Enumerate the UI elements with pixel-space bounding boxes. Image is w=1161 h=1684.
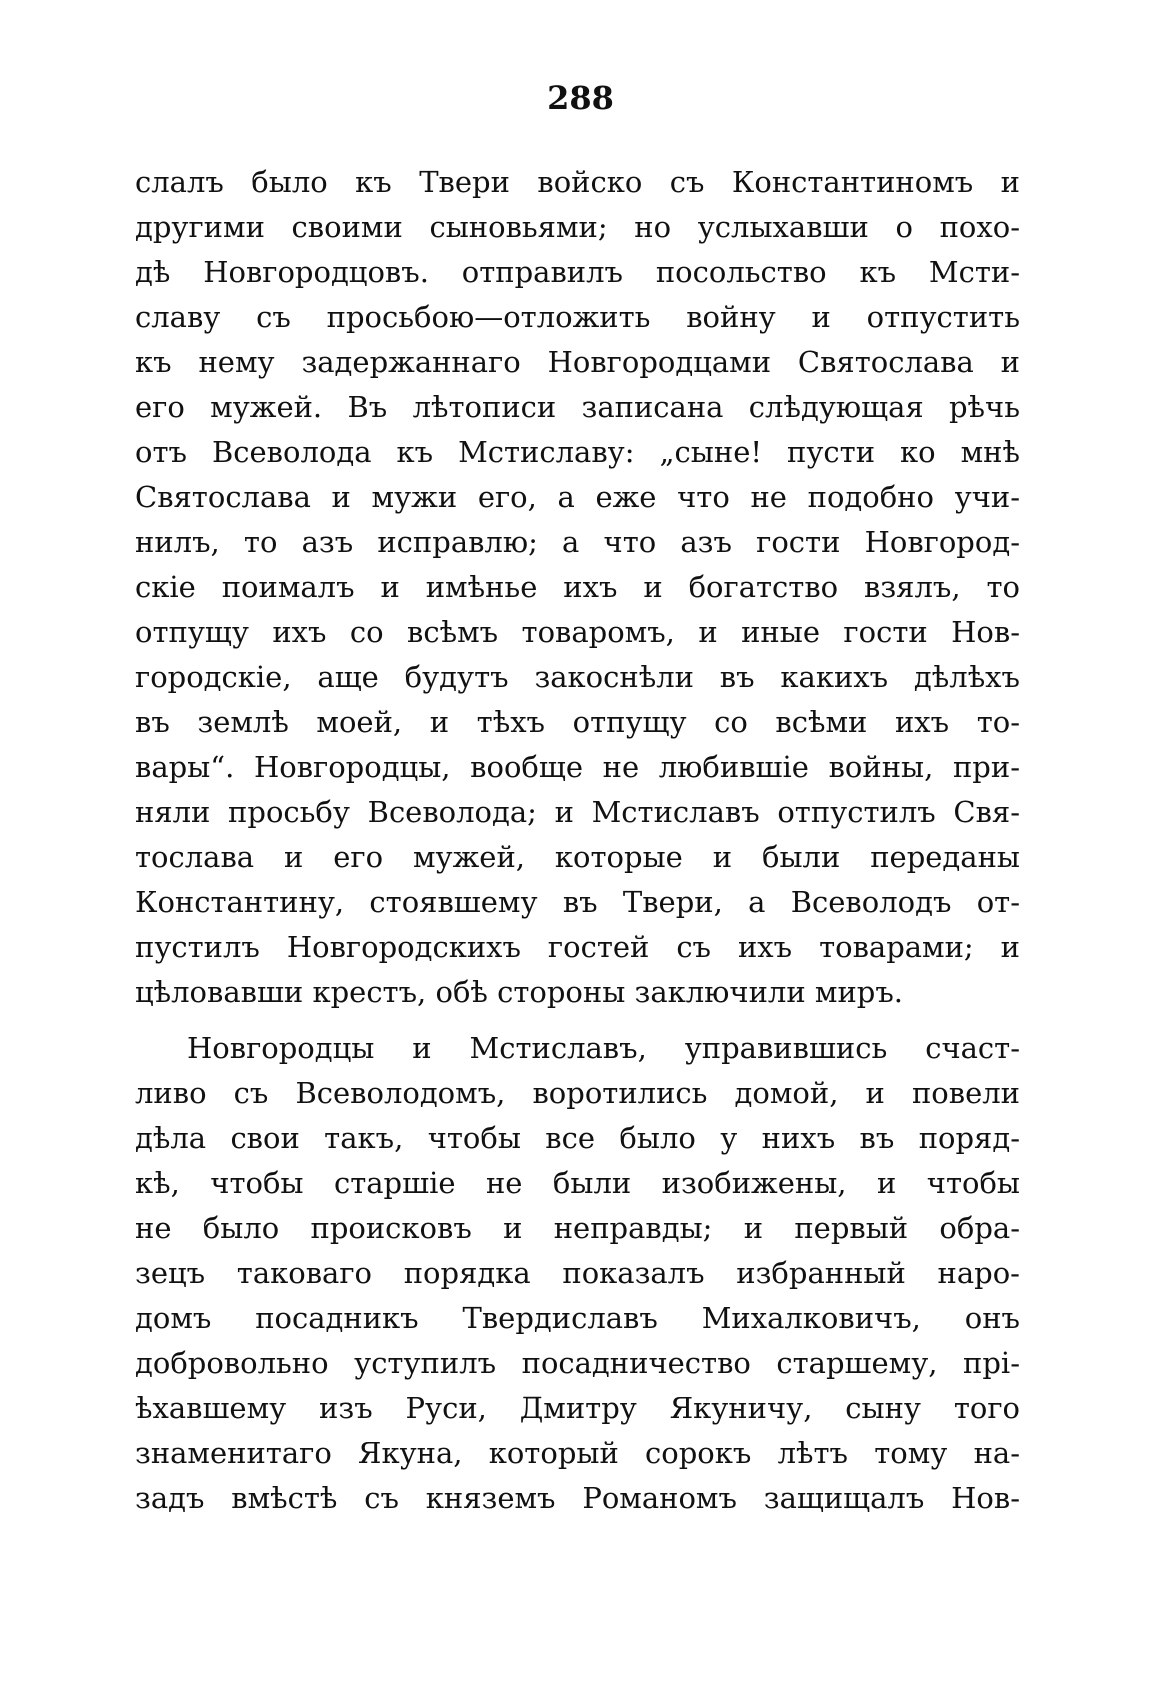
text-line: къ нему задержаннаго Новгородцами Святослава и xyxy=(135,345,1020,379)
text-body xyxy=(135,160,1020,1521)
text-line: ѣхавшему изъ Руси, Дмитру Якуничу, сыну того xyxy=(135,1391,1020,1425)
text-line: знаменитаго Якуна, который сорокъ лѣтъ тому на- xyxy=(135,1436,1020,1470)
text-line: отпущу ихъ со всѣмъ товаромъ, и иные гости Нов- xyxy=(135,615,1020,649)
text-line: нилъ, то азъ исправлю; а что азъ гости Новгород- xyxy=(135,525,1020,559)
text-line: няли просьбу Всеволода; и Мстиславъ отпустилъ Свя- xyxy=(135,795,1020,829)
text-line: домъ посадникъ Твердиславъ Михалковичъ, онъ xyxy=(135,1301,1020,1335)
text-line: пустилъ Новгородскихъ гостей съ ихъ товарами; и xyxy=(135,930,1020,964)
text-line: Новгородцы и Мстиславъ, управившись счаст- xyxy=(187,1031,1020,1065)
text-line: добровольно уступилъ посадничество старшему, прі- xyxy=(135,1346,1020,1380)
text-line: не было происковъ и неправды; и первый обра- xyxy=(135,1211,1020,1245)
text-line: тослава и его мужей, которые и были переданы xyxy=(135,840,1020,874)
text-line: ливо съ Всеволодомъ, воротились домой, и повели xyxy=(135,1076,1020,1110)
text-line: Святослава и мужи его, а еже что не подобно учи- xyxy=(135,480,1020,514)
text-line: городскіе, аще будутъ закоснѣли въ какихъ дѣлѣхъ xyxy=(135,660,1020,694)
text-line: кѣ, чтобы старшіе не были изобижены, и чтобы xyxy=(135,1166,1020,1200)
paragraph-gap xyxy=(135,1015,1020,1026)
text-line: отъ Всеволода къ Мстиславу: „сыне! пусти ко мнѣ xyxy=(135,435,1020,469)
text-line: дѣ Новгородцовъ. отправилъ посольство къ Мсти- xyxy=(135,255,1020,289)
text-line: славу съ просьбою—отложить войну и отпустить xyxy=(135,300,1020,334)
text-line: другими своими сыновьями; но услыхавши о похо- xyxy=(135,210,1020,244)
paragraph-2 xyxy=(135,1026,1020,1521)
text-line: цѣловавши крестъ, обѣ стороны заключили миръ. xyxy=(135,975,904,1009)
text-line: дѣла свои такъ, чтобы все было у нихъ въ поряд- xyxy=(135,1121,1020,1155)
text-line: его мужей. Въ лѣтописи записана слѣдующая рѣчь xyxy=(135,390,1020,424)
text-line: слалъ было къ Твери войско съ Константиномъ и xyxy=(135,165,1020,199)
text-line: Константину, стоявшему въ Твери, а Всеволодъ от- xyxy=(135,885,1020,919)
text-line: скіе поималъ и имѣнье ихъ и богатство взялъ, то xyxy=(135,570,1020,604)
text-line: въ землѣ моей, и тѣхъ отпущу со всѣми ихъ то- xyxy=(135,705,1020,739)
text-line: вары“. Новгородцы, вообще не любившіе войны, при- xyxy=(135,750,1020,784)
text-line: зецъ таковаго порядка показалъ избранный наро- xyxy=(135,1256,1020,1290)
text-line: задъ вмѣстѣ съ княземъ Романомъ защищалъ Нов- xyxy=(135,1481,1020,1515)
paragraph-1 xyxy=(135,160,1020,1015)
page-number: 288 xyxy=(547,79,614,117)
